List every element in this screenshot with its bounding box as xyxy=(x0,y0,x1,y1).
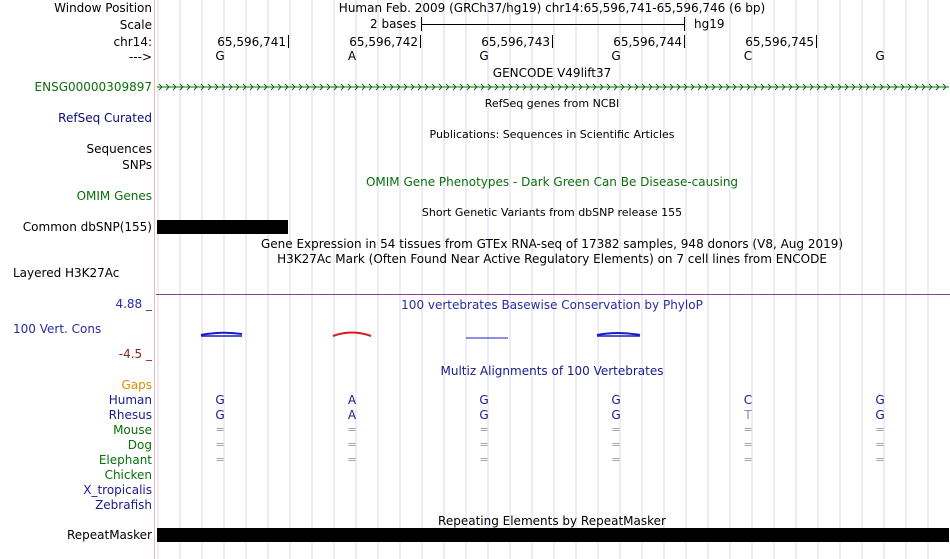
alignment-base: = xyxy=(875,423,885,436)
ruler-position-label: 65,596,742 xyxy=(349,35,418,49)
alignment-base: G xyxy=(215,393,225,407)
phylop-max-label: 4.88 _ xyxy=(115,297,152,311)
publications-track-title[interactable]: Publications: Sequences in Scientific Articles xyxy=(429,128,675,141)
multiz-species-label[interactable]: Zebrafish xyxy=(95,498,152,512)
reference-base: G xyxy=(875,49,885,63)
alignment-base: = xyxy=(611,453,621,466)
alignment-base: = xyxy=(347,423,357,436)
ruler-position-label: 65,596,744 xyxy=(613,35,682,49)
alignment-base: = xyxy=(215,423,225,436)
alignment-base: = xyxy=(215,438,225,451)
alignment-base: A xyxy=(347,393,357,407)
gtex-track-title[interactable]: Gene Expression in 54 tissues from GTEx RNA-seq of 17382 samples, 948 donors (V8, Aug 2019) xyxy=(260,237,844,251)
omim-track-title[interactable]: OMIM Gene Phenotypes - Dark Green Can Be Disease-causing xyxy=(365,175,739,189)
refseq-track-label[interactable]: RefSeq Curated xyxy=(58,111,152,125)
alignment-base: = xyxy=(611,438,621,451)
gencode-item-label[interactable]: ENSG00000309897 xyxy=(34,80,152,94)
alignment-base: = xyxy=(479,423,489,436)
phylop-min-label: -4.5 _ xyxy=(118,347,152,361)
reference-base: G xyxy=(611,49,621,63)
dbsnp-track-label[interactable]: Common dbSNP(155) xyxy=(22,220,152,234)
h3k27ac-track-title[interactable]: H3K27Ac Mark (Often Found Near Active Regulatory Elements) on 7 cell lines from ENCODE xyxy=(277,252,827,266)
multiz-gaps-label[interactable]: Gaps xyxy=(121,378,152,392)
refseq-track-title[interactable]: RefSeq genes from NCBI xyxy=(484,97,620,110)
snps-track-label[interactable]: SNPs xyxy=(122,158,152,172)
reference-base: G xyxy=(479,49,489,63)
alignment-base: C xyxy=(743,393,753,407)
alignment-base: A xyxy=(347,408,357,422)
chrom-label: chr14: xyxy=(113,35,152,49)
omim-track-label[interactable]: OMIM Genes xyxy=(76,189,152,203)
alignment-base: = xyxy=(347,453,357,466)
multiz-species-label[interactable]: Dog xyxy=(127,438,152,452)
repeatmasker-track-title[interactable]: Repeating Elements by RepeatMasker xyxy=(438,514,666,528)
strand-label: ---> xyxy=(128,50,152,64)
ruler-position-label: 65,596,745 xyxy=(745,35,814,49)
multiz-species-label[interactable]: X_tropicalis xyxy=(83,483,152,497)
scale-label: Scale xyxy=(119,18,152,32)
multiz-species-label[interactable]: Rhesus xyxy=(108,408,152,422)
reference-base: G xyxy=(215,49,225,63)
gencode-track-title[interactable]: GENCODE V49lift37 xyxy=(492,66,612,80)
multiz-species-label[interactable]: Mouse xyxy=(113,423,152,437)
dbsnp-track-title[interactable]: Short Genetic Variants from dbSNP release 155 xyxy=(421,206,683,219)
alignment-base: = xyxy=(743,423,753,436)
scale-assembly: hg19 xyxy=(694,17,725,31)
repeatmasker-feature[interactable] xyxy=(157,528,949,542)
reference-base: A xyxy=(347,49,357,63)
alignment-base: G xyxy=(479,393,489,407)
multiz-species-label[interactable]: Human xyxy=(108,393,152,407)
alignment-base: G xyxy=(611,393,621,407)
alignment-base: = xyxy=(875,438,885,451)
window-position-label: Window Position xyxy=(54,1,152,15)
phylop-track-label[interactable]: 100 Vert. Cons xyxy=(13,322,102,336)
multiz-species-label[interactable]: Elephant xyxy=(98,453,152,467)
multiz-species-label[interactable]: Chicken xyxy=(104,468,152,482)
alignment-base: = xyxy=(347,438,357,451)
ruler-position-label: 65,596,743 xyxy=(481,35,550,49)
repeatmasker-track-label[interactable]: RepeatMasker xyxy=(66,528,152,542)
alignment-base: G xyxy=(875,393,885,407)
alignment-base: = xyxy=(743,453,753,466)
alignment-base: G xyxy=(479,408,489,422)
alignment-base: = xyxy=(611,423,621,436)
alignment-base: G xyxy=(611,408,621,422)
multiz-track-title[interactable]: Multiz Alignments of 100 Vertebrates xyxy=(440,364,664,378)
phylop-track-title[interactable]: 100 vertebrates Basewise Conservation by PhyloP xyxy=(401,298,703,312)
alignment-base: G xyxy=(215,408,225,422)
alignment-base: = xyxy=(479,453,489,466)
alignment-base: = xyxy=(215,453,225,466)
alignment-base: G xyxy=(875,408,885,422)
alignment-base: = xyxy=(479,438,489,451)
alignment-base: T xyxy=(744,408,752,422)
alignment-base: = xyxy=(743,438,753,451)
window-position-value[interactable]: Human Feb. 2009 (GRCh37/hg19) chr14:65,596,741-65,596,746 (6 bp) xyxy=(338,1,766,15)
alignment-base: = xyxy=(875,453,885,466)
ruler-position-label: 65,596,741 xyxy=(217,35,286,49)
reference-base: C xyxy=(743,49,753,63)
h3k27ac-track-label[interactable]: Layered H3K27Ac xyxy=(13,266,120,280)
sequences-track-label[interactable]: Sequences xyxy=(86,142,152,156)
scale-bar-value: 2 bases xyxy=(370,17,417,31)
